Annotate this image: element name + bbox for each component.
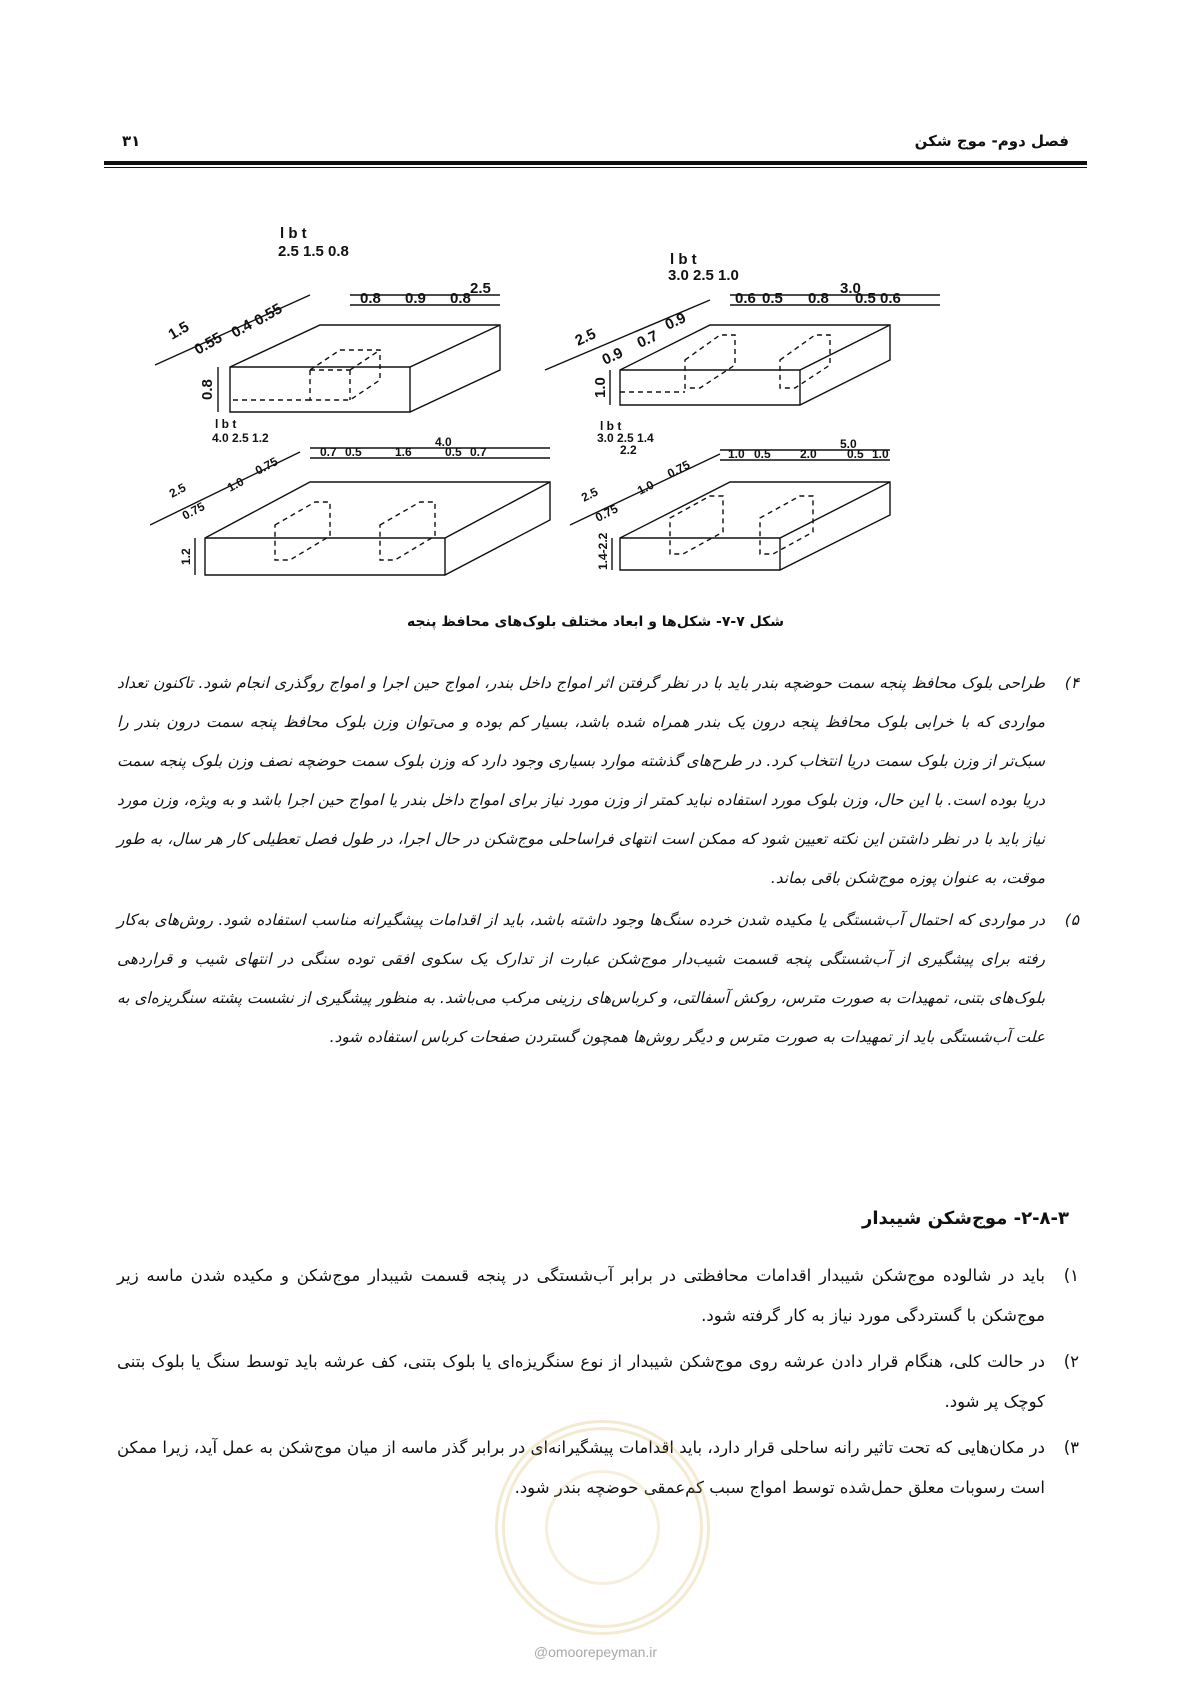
tl-b: 0.9 bbox=[405, 290, 426, 307]
br-d: 0.5 bbox=[847, 447, 864, 461]
list-item bbox=[117, 901, 1079, 1057]
toe-blocks-figure bbox=[150, 220, 1041, 605]
tl-e: 0.4 bbox=[228, 316, 256, 342]
block-top-right bbox=[545, 251, 940, 405]
br-h: 1.4-2.2 bbox=[596, 532, 610, 570]
br-sub: 2.2 bbox=[620, 443, 637, 457]
bl-len: 2.5 bbox=[166, 480, 189, 501]
br-a: 1.0 bbox=[728, 447, 745, 461]
item-number: ۵) bbox=[1064, 911, 1079, 929]
item-text: در مواردی که احتمال آب‌شستگی یا مکیده شدن خرده سنگ‌ها وجود داشته باشد، باید از اقدامات پیشگیرانه مناسب استفاده شود. روش‌های به‌کار رفته برای پیشگیری از آب‌شستگی پنجه قسمت شیب‌دار موج‌شکن عبارت از تدارک یک سکوی افقی توده سنگی در انتهای شیب و قراردهی بلوک‌های بتنی، تمهیدات به صورت مترس، روکش آسفالتی، و کرباس‌های رزینی مرکب می‌باشد. به منظور پیشگیری از نشست پشته سنگریزه‌ای به علت آب‌شستگی باید از تمهیدات به صورت مترس و دیگر روش‌ها همچون گستردن صفحات کرباس استفاده شود. bbox=[117, 911, 1045, 1046]
bl-d: 0.5 bbox=[445, 445, 462, 459]
bl-head1: l b t bbox=[215, 417, 237, 431]
tr-w: 3.0 bbox=[840, 280, 861, 297]
tr-d: 0.5 bbox=[855, 290, 876, 307]
bl-h2: 0.75 bbox=[179, 499, 208, 523]
tr-e: 0.6 bbox=[880, 290, 901, 307]
item-text: در حالت کلی، هنگام قرار دادن عرشه روی موج‌شکن شیبدار از نوع سنگریزه‌ای یا بلوک بتنی، کف عرشه باید توسط سنگ یا بلوک بتنی کوچک پر شود. bbox=[117, 1352, 1045, 1411]
figure-caption: شکل ۷-۷- شکل‌ها و ابعاد مختلف بلوک‌های محافظ پنجه bbox=[406, 614, 785, 630]
tl-w: 2.5 bbox=[470, 280, 491, 297]
tr-g: 0.7 bbox=[634, 327, 661, 352]
bl-f: 1.0 bbox=[224, 474, 247, 495]
tl-len: 1.5 bbox=[165, 318, 193, 344]
item-text: باید در شالوده موج‌شکن شیبدار اقدامات محافظتی در برابر آب‌شستگی در پنجه قسمت شیبدار موج‌شکن و مکیده شدن ماسه زیر موج‌شکن با گستردگی مورد نیاز به کار گرفته شود. bbox=[117, 1266, 1045, 1325]
item-number: ۳) bbox=[1063, 1438, 1079, 1457]
header-rule-thin bbox=[104, 167, 1087, 168]
tr-c: 0.8 bbox=[808, 290, 829, 307]
bl-w: 4.0 bbox=[435, 435, 452, 449]
tr-h2: 0.9 bbox=[599, 344, 626, 369]
tr-h: 1.0 bbox=[592, 377, 609, 398]
header-rule-thick bbox=[104, 161, 1087, 165]
item-number: ۴) bbox=[1064, 674, 1079, 692]
tr-head2: 3.0 2.5 1.0 bbox=[668, 267, 739, 284]
bl-g: 0.75 bbox=[252, 454, 281, 478]
block-bottom-left bbox=[150, 417, 550, 575]
watermark-seal bbox=[495, 1420, 710, 1635]
tl-head2: 2.5 1.5 0.8 bbox=[278, 243, 349, 260]
item-number: ۱) bbox=[1063, 1266, 1079, 1285]
br-f: 1.0 bbox=[635, 477, 657, 498]
tl-c: 0.8 bbox=[450, 290, 471, 307]
block-top-left bbox=[155, 225, 500, 412]
section-title: ۲-۸-۳- موج‌شکن شیبدار bbox=[861, 1208, 1069, 1229]
tr-head1: l b t bbox=[670, 251, 697, 268]
tl-d: 0.55 bbox=[191, 329, 226, 359]
item-number: ۲) bbox=[1063, 1352, 1079, 1371]
page-number: ۳۱ bbox=[122, 132, 141, 150]
br-g: 0.75 bbox=[665, 457, 693, 481]
tl-f: 0.55 bbox=[251, 300, 286, 330]
br-h2: 0.75 bbox=[593, 501, 621, 525]
tr-b: 0.5 bbox=[762, 290, 783, 307]
tl-head1: l b t bbox=[280, 225, 307, 242]
block-bottom-right bbox=[570, 419, 890, 570]
bl-a: 0.7 bbox=[320, 445, 337, 459]
tr-f: 0.9 bbox=[662, 309, 689, 334]
list-item bbox=[117, 1342, 1079, 1422]
tl-h: 0.8 bbox=[199, 379, 216, 400]
br-c: 2.0 bbox=[800, 447, 817, 461]
tl-a: 0.8 bbox=[360, 290, 381, 307]
br-w: 5.0 bbox=[840, 437, 857, 451]
br-head2: 3.0 2.5 1.4 bbox=[597, 431, 654, 445]
list-item bbox=[117, 664, 1079, 898]
chapter-title: فصل دوم- موج شکن bbox=[914, 132, 1069, 150]
bl-c: 1.6 bbox=[395, 445, 412, 459]
bl-h: 1.2 bbox=[179, 548, 193, 565]
bl-head2: 4.0 2.5 1.2 bbox=[212, 431, 269, 445]
br-head1: l b t bbox=[600, 419, 622, 433]
br-len: 2.5 bbox=[579, 484, 601, 505]
item-text: در مکان‌هایی که تحت تاثیر رانه ساحلی قرار دارد، باید اقدامات پیشگیرانه‌ای در برابر گذر ماسه از میان موج‌شکن به عمل آید، زیرا ممکن است رسوبات معلق حمل‌شده توسط امواج سبب کم‌عمقی حوضچه بندر شود. bbox=[117, 1438, 1045, 1497]
br-b: 0.5 bbox=[754, 447, 771, 461]
item-text: طراحی بلوک محافظ پنجه سمت حوضچه بندر باید با در نظر گرفتن اثر امواج داخل بندر، امواج حین اجرا و امواج روگذری انجام شود. تاکنون تعداد مواردی که با خرابی بلوک محافظ پنجه درون یک بندر همراه شده باشد، بسیار کم بوده و می‌توان وزن بلوک محافظ پنجه سمت درون بندر را سبک‌تر از وزن بلوک سمت دریا انتخاب کرد. در طرح‌های گذشته موارد بسیاری وجود دارد که وزن بلوک سمت حوضچه نصف وزن بلوک پنجه سمت دریا بوده است. با این حال، وزن بلوک مورد استفاده نباید کمتر از وزن مورد نیاز برای امواج داخل بندر یا امواج حین اجرا باشد و به ویژه، وزن مورد نیاز باید با در نظر داشتن این نکته تعیین شود که ممکن است انتهای فراساحلی موج‌شکن در حال اجرا، در طول فصل تعطیلی کار هر سال، به طور موقت، به عنوان پوزه موج‌شکن باقی بماند. bbox=[117, 674, 1045, 887]
tr-len: 2.5 bbox=[572, 325, 599, 350]
list-item bbox=[117, 1256, 1079, 1336]
tr-a: 0.6 bbox=[735, 290, 756, 307]
bl-b: 0.5 bbox=[345, 445, 362, 459]
br-e: 1.0 bbox=[872, 447, 889, 461]
bl-e: 0.7 bbox=[470, 445, 487, 459]
italic-item-list bbox=[117, 664, 1079, 1057]
footer-site: @omoorepeyman.ir bbox=[533, 1644, 658, 1660]
